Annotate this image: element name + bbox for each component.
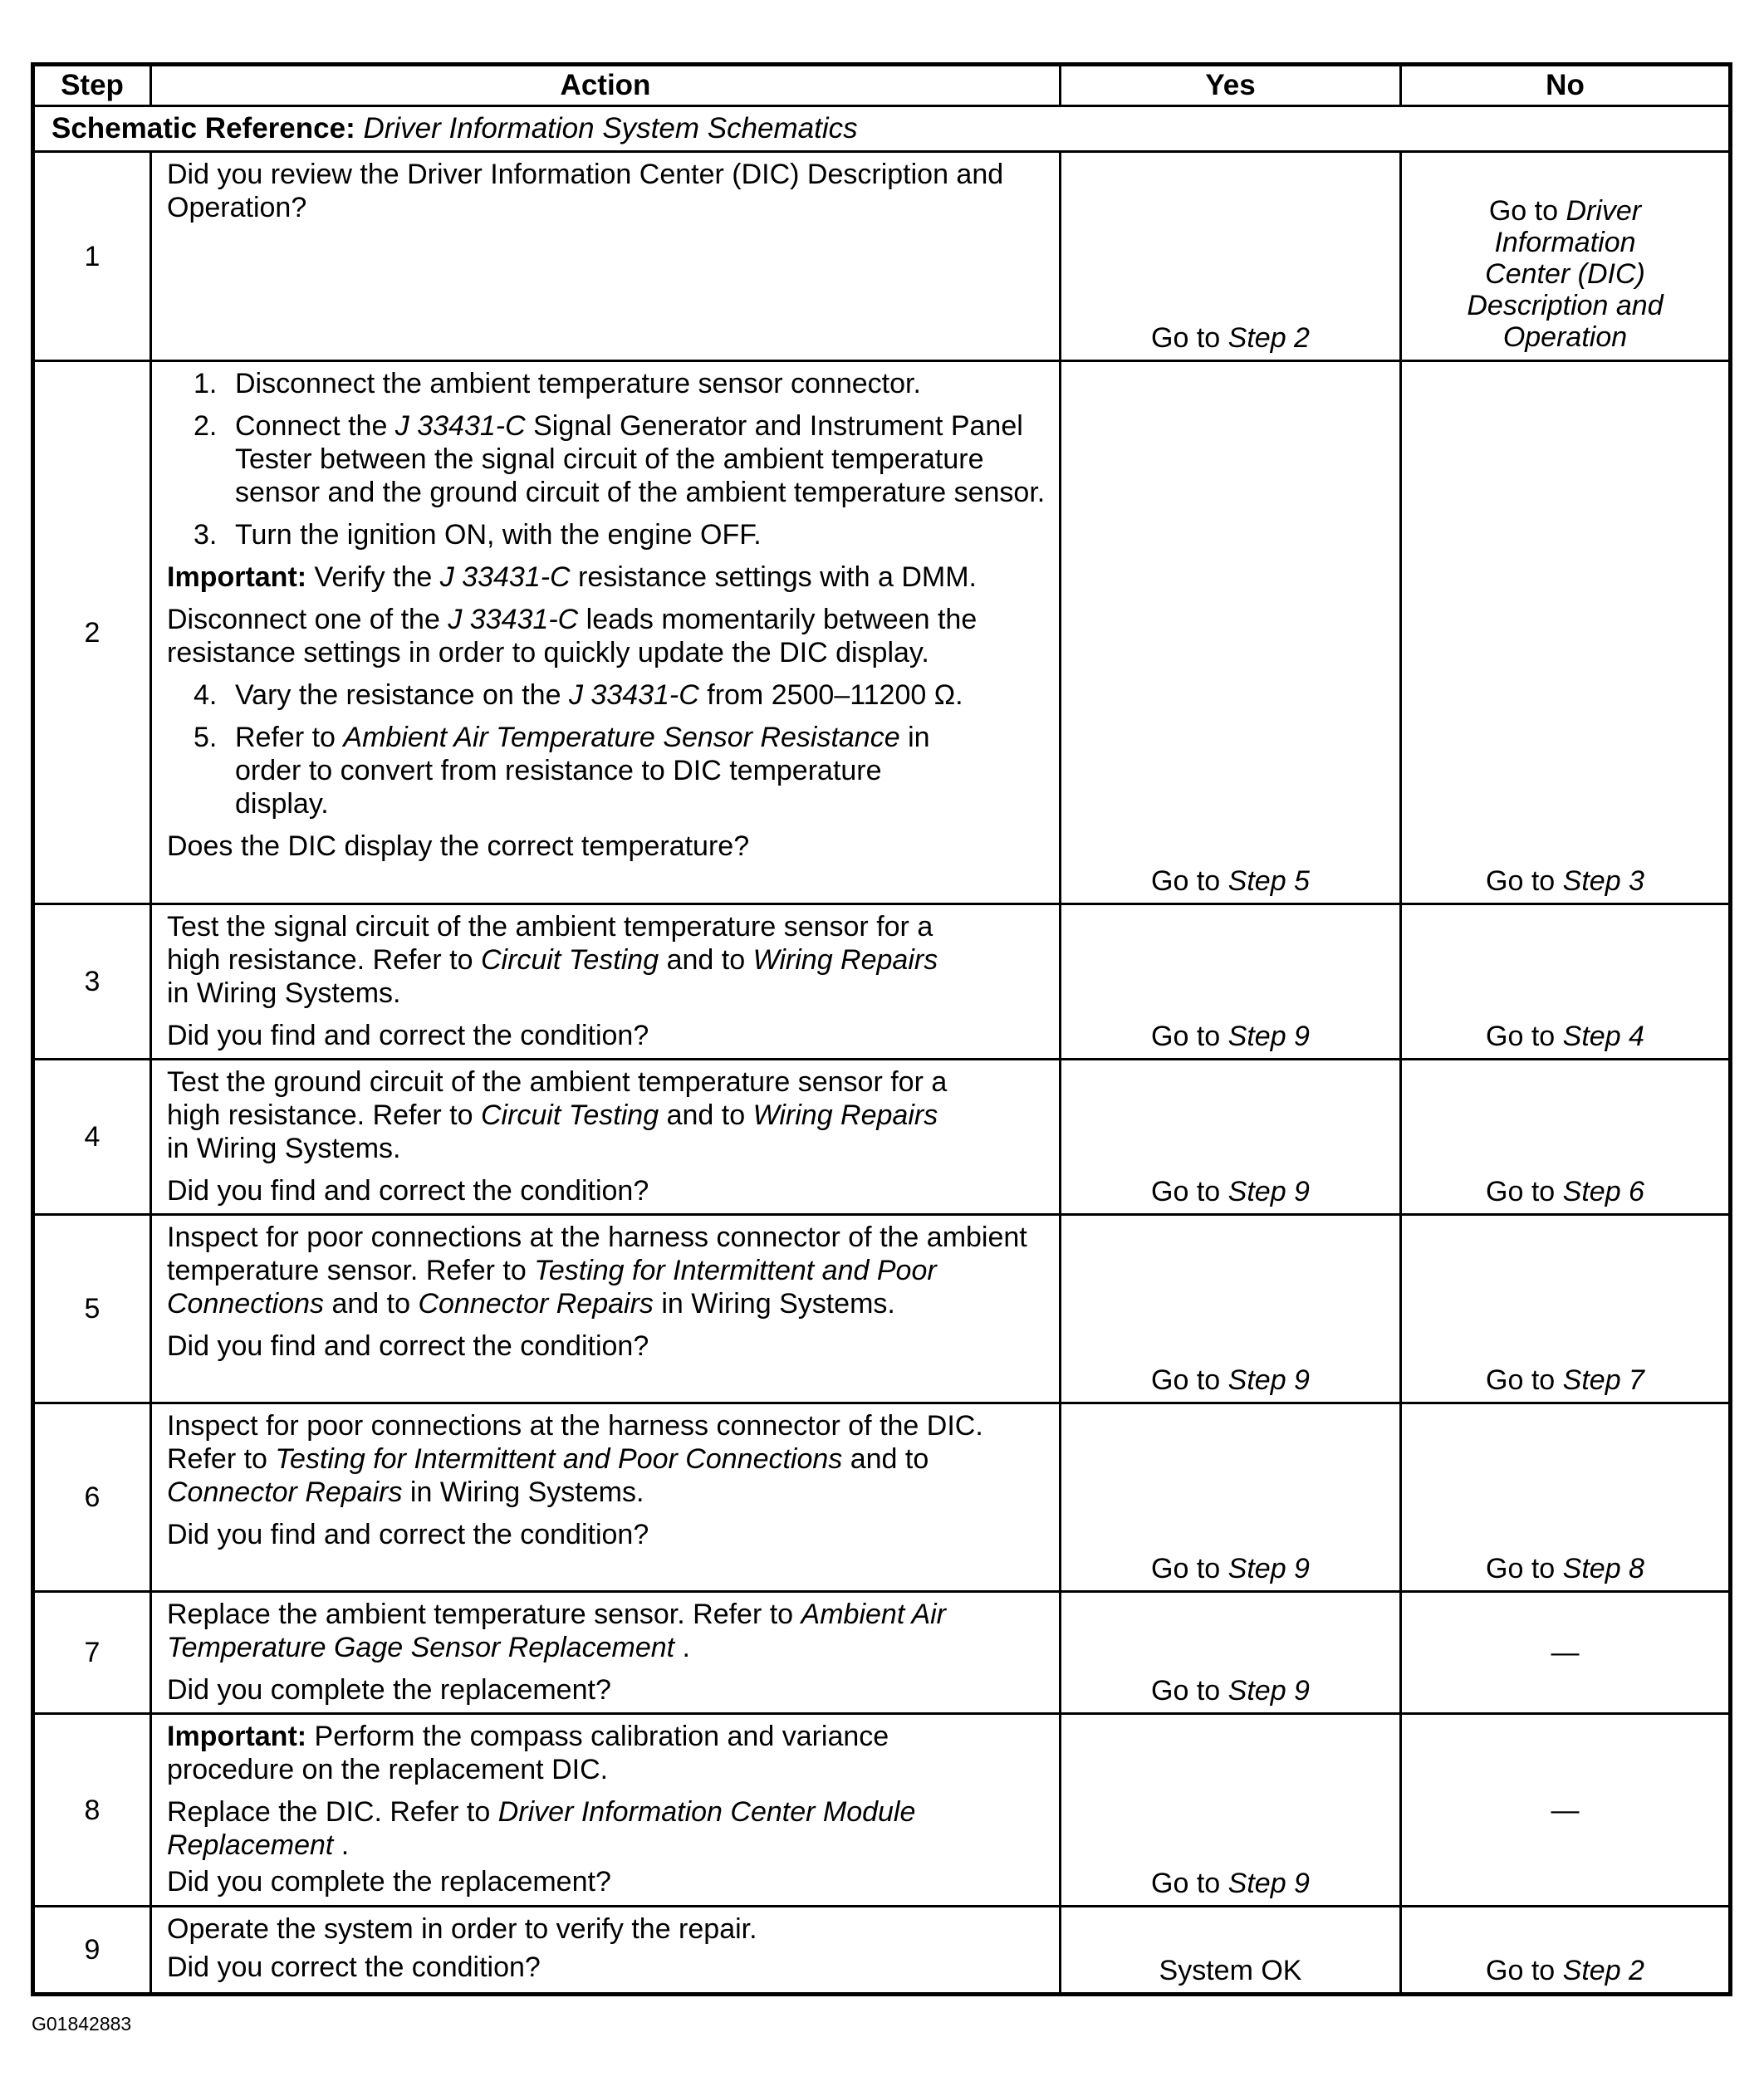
step-number: 9 (33, 1907, 151, 1995)
tool-name: J 33431-C (439, 561, 571, 593)
numbered-item (194, 409, 1047, 509)
item-text (235, 721, 1047, 820)
text-run: in Wiring Systems. (402, 1476, 644, 1508)
step-link: Step 5 (1227, 865, 1310, 897)
text-run: and to (659, 944, 753, 976)
item-text: Turn the ignition ON, with the engine OFF. (235, 519, 762, 551)
step-action (151, 1215, 1061, 1403)
step-action (151, 361, 1061, 904)
text-run: Test the ground circuit of the ambient temperature sensor for a high resistance. Refer to (167, 1066, 948, 1131)
step-row-8 (33, 1714, 1731, 1907)
yes-result (1061, 1592, 1401, 1714)
item-number: 2. (194, 410, 218, 442)
go-to-text: Go to (1151, 1364, 1221, 1396)
go-to-text: Go to (1486, 865, 1556, 897)
text-run: . (333, 1829, 350, 1861)
schematic-reference (33, 106, 1731, 152)
no-dash: — (1551, 1794, 1580, 1826)
action-text (167, 1221, 1047, 1320)
go-to-text: Go to (1151, 1553, 1221, 1584)
step-question: Did you correct the condition? (167, 1951, 541, 1983)
go-to-text: Go to (1151, 322, 1221, 354)
important-note (167, 1720, 1047, 1786)
action-text (167, 1598, 1047, 1664)
reference-text: Circuit Testing (480, 1099, 659, 1131)
step-action (151, 1907, 1061, 1995)
numbered-item (194, 721, 1047, 820)
item-number: 4. (194, 679, 218, 711)
yes-result (1061, 1714, 1401, 1907)
schematic-reference-row (33, 106, 1731, 152)
reference-text: Driver (1566, 195, 1642, 227)
no-dash: — (1551, 1637, 1580, 1668)
numbered-item (194, 678, 1047, 712)
go-to-text: Go to (1488, 195, 1559, 227)
step-link: Step 3 (1562, 865, 1644, 897)
no-result-text (1407, 195, 1723, 355)
no-result (1401, 1907, 1731, 1995)
text-run: . (674, 1632, 690, 1663)
step-question: Did you find and correct the condition? (167, 1175, 649, 1207)
go-to-text: Go to (1486, 1176, 1556, 1207)
step-action (151, 1403, 1061, 1592)
no-result (1401, 1714, 1731, 1907)
text-run: in Wiring Systems. (167, 1133, 401, 1164)
text-run: Connect the (235, 410, 395, 442)
text-run: in Wiring Systems. (167, 977, 401, 1009)
reference-text: Connector Repairs (418, 1288, 654, 1320)
no-line (1407, 195, 1723, 227)
text-run: Replace the DIC. Refer to (167, 1796, 498, 1828)
step-link: Step 9 (1227, 1021, 1310, 1052)
no-result (1401, 1403, 1731, 1592)
text-run: Inspect for poor connections at the harness connector of the ambient temperature sensor. Refer to (167, 1222, 1027, 1286)
step-action (151, 1592, 1061, 1714)
step-question: Did you find and correct the condition? (167, 1519, 649, 1550)
text-run: from 2500–11200 Ω. (698, 679, 963, 711)
reference-text: Operation (1502, 321, 1628, 353)
step-link: Step 9 (1227, 1553, 1310, 1584)
action-text: Did you review the Driver Information Center (DIC) Description and Operation? (167, 159, 1004, 223)
step-link: Step 9 (1227, 1675, 1310, 1707)
item-text: Disconnect the ambient temperature sensor connector. (235, 368, 921, 399)
action-text: Operate the system in order to verify the repair. (167, 1913, 757, 1945)
no-result (1401, 904, 1731, 1060)
step-action (151, 152, 1061, 361)
step-link: Step 6 (1562, 1176, 1644, 1207)
yes-result (1061, 1403, 1401, 1592)
step-action (151, 1060, 1061, 1215)
reference-text: Testing for Intermittent and Poor Connections (167, 1255, 937, 1320)
tool-name: J 33431-C (568, 679, 699, 711)
item-text (235, 678, 1047, 712)
text-run: in Wiring Systems. (653, 1288, 895, 1320)
important-label: Important: (167, 561, 307, 593)
text-run: Vary the resistance on the (235, 679, 569, 711)
item-number: 5. (194, 722, 218, 753)
numbered-item (194, 518, 1047, 551)
step-number: 4 (33, 1060, 151, 1215)
no-result (1401, 1060, 1731, 1215)
tool-name: J 33431-C (394, 410, 526, 442)
step-link: Step 9 (1227, 1176, 1310, 1207)
step-number: 2 (33, 361, 151, 904)
yes-result (1061, 361, 1401, 904)
yes-result: System OK (1061, 1907, 1401, 1995)
reference-text: Connector Repairs (167, 1476, 403, 1508)
header-row (33, 65, 1731, 106)
tool-name: J 33431-C (448, 604, 579, 635)
step-action (151, 1714, 1061, 1907)
action-text (167, 1065, 1047, 1165)
reference-text: Driver Information Center Module Replacement (167, 1796, 916, 1861)
item-text (235, 409, 1047, 509)
item-number: 1. (194, 368, 218, 399)
important-label: Important: (167, 1721, 307, 1752)
item-number: 3. (194, 519, 218, 551)
text-run: Inspect for poor connections at the harness connector of the DIC. Refer to (167, 1410, 983, 1475)
text-run: leads momentarily between the resistance settings in order to quickly update the DIC display. (167, 604, 978, 668)
diagnostic-table (31, 62, 1732, 1996)
go-to-text: Go to (1486, 1021, 1556, 1052)
step-question: Did you complete the replacement? (167, 1866, 611, 1898)
go-to-text: Go to (1151, 1176, 1221, 1207)
no-result (1401, 152, 1731, 361)
note-text (167, 603, 1047, 669)
step-question: Does the DIC display the correct temperature? (167, 830, 750, 862)
header-action: Action (151, 65, 1061, 106)
no-result (1401, 1592, 1731, 1714)
step-row-6 (33, 1403, 1731, 1592)
step-number: 1 (33, 152, 151, 361)
step-question: Did you find and correct the condition? (167, 1330, 649, 1362)
figure-id: G01842883 (32, 2013, 132, 2035)
go-to-text: Go to (1151, 1868, 1221, 1899)
step-row-2 (33, 361, 1731, 904)
reference-text: Description and (1467, 290, 1664, 321)
no-result (1401, 1215, 1731, 1403)
yes-result (1061, 152, 1401, 361)
step-number: 7 (33, 1592, 151, 1714)
reference-text: Wiring Repairs (752, 944, 938, 976)
text-run: in order to convert from resistance to DIC temperature display. (235, 722, 930, 820)
step-link: Step 4 (1562, 1021, 1644, 1052)
reference-text: Wiring Repairs (752, 1099, 938, 1131)
go-to-text: Go to (1151, 1675, 1221, 1707)
text-run: Signal Generator and Instrument Panel Tester between the signal circuit of the ambient temperature sensor and the ground circuit of the ambient temperature sensor. (235, 410, 1046, 508)
yes-result (1061, 904, 1401, 1060)
important-note (167, 561, 1047, 594)
step-row-4 (33, 1060, 1731, 1215)
text-run: Test the signal circuit of the ambient temperature sensor for a high resistance. Refer to (167, 911, 933, 976)
header-step: Step (33, 65, 151, 106)
text-run: and to (659, 1099, 753, 1131)
reference-text: Information (1494, 227, 1636, 258)
reference-text: Center (DIC) (1485, 258, 1645, 290)
text-run: Perform the compass calibration and variance procedure on the replacement DIC. (167, 1721, 889, 1785)
go-to-text: Go to (1486, 1955, 1556, 1986)
step-link: Step 2 (1227, 322, 1310, 354)
go-to-text: Go to (1151, 865, 1221, 897)
step-row-3 (33, 904, 1731, 1060)
yes-result (1061, 1215, 1401, 1403)
step-number: 3 (33, 904, 151, 1060)
text-run: Disconnect one of the (167, 604, 448, 635)
yes-result (1061, 1060, 1401, 1215)
text-run: Refer to (235, 722, 344, 753)
step-link: Step 7 (1562, 1364, 1644, 1396)
step-row-1 (33, 152, 1731, 361)
reference-text: Ambient Air Temperature Gage Sensor Replacement (167, 1599, 946, 1663)
step-link: Step 2 (1562, 1955, 1644, 1986)
step-row-7 (33, 1592, 1731, 1714)
text-run: and to (324, 1288, 419, 1320)
text-run: and to (842, 1443, 929, 1475)
reference-text: Circuit Testing (480, 944, 659, 976)
action-text (167, 910, 1047, 1010)
step-link: Step 9 (1227, 1868, 1310, 1899)
step-question: Did you find and correct the condition? (167, 1020, 649, 1051)
step-row-5 (33, 1215, 1731, 1403)
step-number: 8 (33, 1714, 151, 1907)
go-to-text: Go to (1486, 1364, 1556, 1396)
action-text (167, 1795, 1047, 1862)
step-number: 6 (33, 1403, 151, 1592)
schematic-label: Schematic Reference: (51, 112, 355, 144)
step-number: 5 (33, 1215, 151, 1403)
schematic-value: Driver Information System Schematics (363, 112, 858, 144)
step-row-9 (33, 1907, 1731, 1995)
text-run: Replace the ambient temperature sensor. Refer to (167, 1599, 801, 1630)
header-no: No (1401, 65, 1731, 106)
go-to-text: Go to (1151, 1021, 1221, 1052)
go-to-text: Go to (1486, 1553, 1556, 1584)
numbered-item (194, 367, 1047, 400)
step-link: Step 8 (1562, 1553, 1644, 1584)
diagnostic-document (31, 62, 1728, 1996)
action-text (167, 1409, 1047, 1509)
step-action (151, 904, 1061, 1060)
step-question: Did you complete the replacement? (167, 1674, 611, 1706)
text-run: Verify the (306, 561, 440, 593)
reference-text: Ambient Air Temperature Sensor Resistance (343, 722, 900, 753)
text-run: resistance settings with a DMM. (570, 561, 977, 593)
header-yes: Yes (1061, 65, 1401, 106)
step-link: Step 9 (1227, 1364, 1310, 1396)
no-result (1401, 361, 1731, 904)
reference-text: Testing for Intermittent and Poor Connections (275, 1443, 843, 1475)
